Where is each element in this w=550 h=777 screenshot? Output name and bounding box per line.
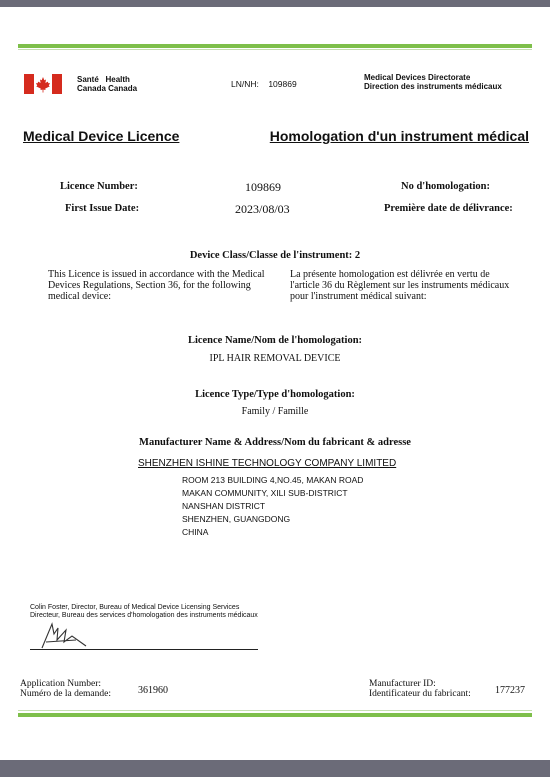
canada-flag-icon: [24, 74, 62, 94]
agency-fr: Santé: [77, 75, 99, 84]
licence-name-label: Licence Name/Nom de l'homologation:: [187, 335, 363, 346]
title-en: Medical Device Licence: [23, 128, 180, 144]
bottom-green-subrule: [18, 710, 532, 711]
agency-wordmark: [77, 75, 137, 93]
address-line: NANSHAN DISTRICT: [182, 501, 266, 511]
application-label-en: Application Number:: [20, 679, 101, 689]
signatory-fr: Directeur, Bureau des services d'homologation des instruments médicaux: [30, 612, 258, 619]
top-frame-bar: [0, 0, 550, 7]
manufacturer-id-value: 177237: [495, 685, 525, 696]
top-green-rule: [18, 44, 532, 48]
agency-en: Health: [105, 75, 130, 84]
bottom-green-rule: [18, 713, 532, 717]
signature-line: [30, 649, 258, 650]
paragraph-fr: La présente homologation est délivrée en vertu de l'article 36 du Règlement sur les instruments médicaux pour l'instrument médical suivant:: [290, 269, 510, 302]
country-en: Canada: [108, 84, 138, 93]
address-line: MAKAN COMMUNITY, XILI SUB-DISTRICT: [182, 488, 348, 498]
first-issue-value: 2023/08/03: [235, 202, 290, 216]
application-number-label: [20, 679, 111, 699]
manufacturer-id-label: [369, 679, 471, 699]
directorate-en: Medical Devices Directorate: [364, 73, 471, 82]
signatory-block: [30, 604, 258, 620]
directorate-fr: Direction des instruments médicaux: [364, 82, 502, 91]
licence-number-label-fr: No d'homologation:: [401, 181, 490, 192]
ln-reference: [231, 79, 297, 89]
manufacturer-id-label-fr: Identificateur du fabricant:: [369, 689, 471, 699]
address-line: ROOM 213 BUILDING 4,NO.45, MAKAN ROAD: [182, 475, 364, 485]
manufacturer-address: [182, 474, 363, 539]
title-fr: Homologation d'un instrument médical: [269, 128, 529, 144]
licence-type-value: Family / Famille: [241, 406, 309, 417]
address-line: CHINA: [182, 527, 209, 537]
ln-value: 109869: [268, 79, 297, 89]
ln-label: LN/NH:: [231, 79, 259, 89]
address-line: SHENZHEN, GUANGDONG: [182, 514, 291, 524]
first-issue-label-fr: Première date de délivrance:: [384, 203, 513, 214]
licence-number-value: 109869: [245, 180, 281, 194]
application-number-value: 361960: [138, 685, 168, 696]
application-label-fr: Numéro de la demande:: [20, 689, 112, 699]
device-class: Device Class/Classe de l'instrument: 2: [189, 250, 361, 261]
signatory-en: Colin Foster, Director, Bureau of Medical Device Licensing Services: [30, 604, 240, 611]
top-green-subrule: [18, 49, 532, 50]
manufacturer-name: SHENZHEN ISHINE TECHNOLOGY COMPANY LIMITED: [138, 458, 397, 469]
first-issue-label: First Issue Date:: [65, 203, 140, 214]
paragraph-en: This Licence is issued in accordance with the Medical Devices Regulations, Section 36, for the following medical device:: [48, 269, 265, 302]
directorate: [364, 73, 502, 91]
licence-type-label: Licence Type/Type d'homologation:: [195, 389, 355, 400]
country-fr: Canada: [77, 84, 106, 93]
bottom-frame-bar: [0, 760, 550, 777]
signature-image: [36, 620, 96, 652]
manufacturer-label: Manufacturer Name & Address/Nom du fabricant & adresse: [139, 437, 411, 448]
manufacturer-id-label-en: Manufacturer ID:: [369, 679, 436, 689]
licence-number-label: Licence Number:: [60, 181, 138, 192]
licence-name-value: IPL HAIR REMOVAL DEVICE: [209, 353, 341, 364]
